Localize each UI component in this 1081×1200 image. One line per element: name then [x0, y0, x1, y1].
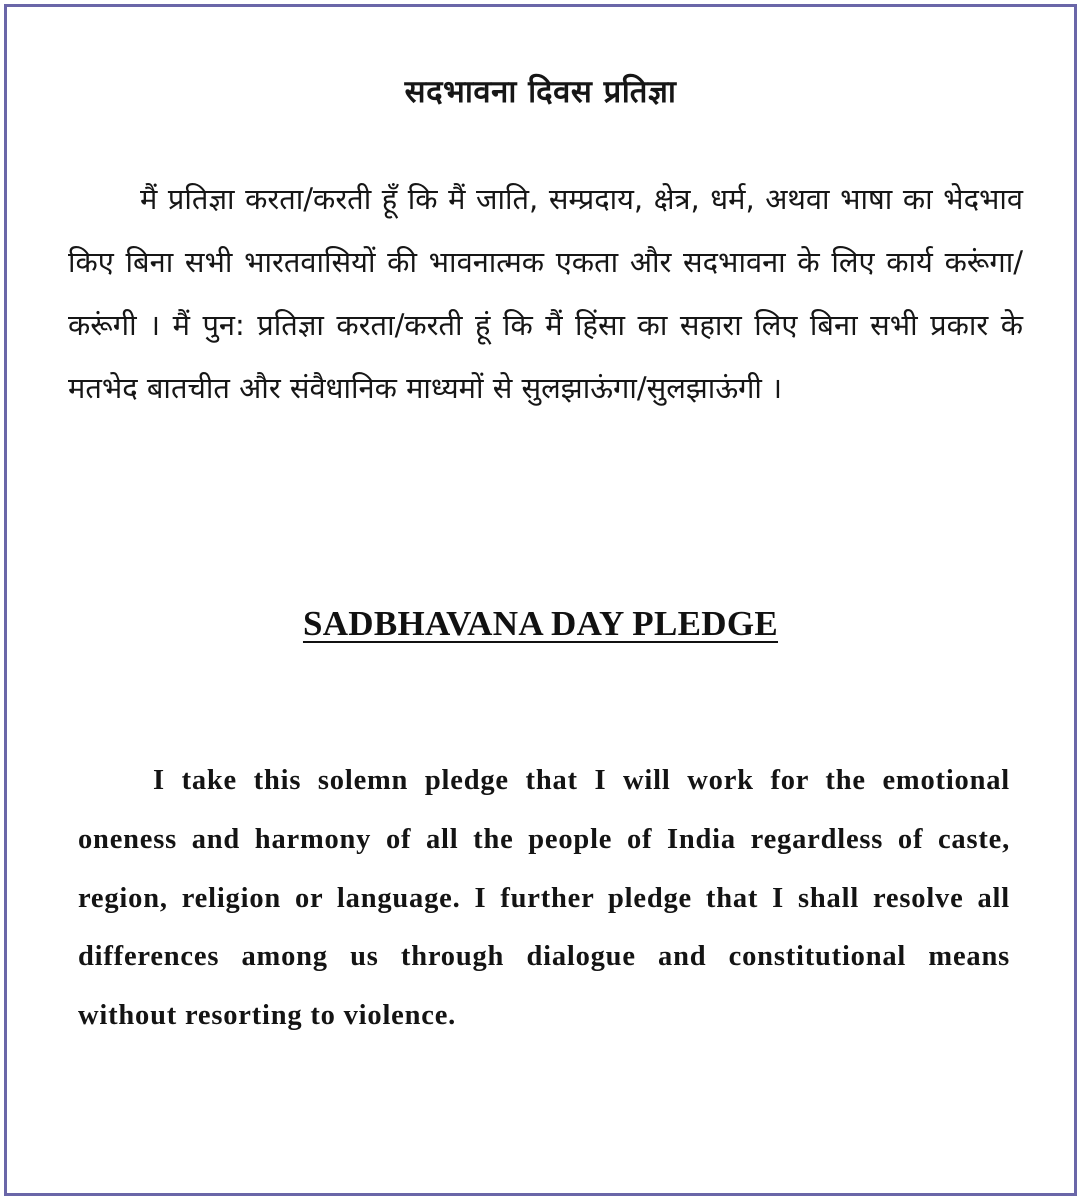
hindi-pledge-text: मैं प्रतिज्ञा करता/करती हूँ कि मैं जाति, सम्प्रदाय, क्षेत्र, धर्म, अथवा भाषा का भेदभाव किए बिना सभी भारतवासियों की भावनात्मक एकता और सदभावना के लिए कार्य करूंगा/करूंगी । मैं पुन: प्रतिज्ञा करता/करती हूं कि मैं हिंसा का सहारा लिए बिना सभी प्रकार के मतभेद बातचीत और संवैधानिक माध्यमों से सुलझाऊंगा/सुलझाऊंगी ।	[68, 182, 1023, 405]
english-pledge-text: I take this solemn pledge that I will work for the emotional oneness and harmony of all the people of India regardless of caste, region, religion or language. I further pledge that I shall resolve all differences among us through dialogue and constitutional means without resorting to violence.	[78, 765, 1010, 1032]
english-title-heading	[0, 604, 1081, 644]
hindi-title: सदभावना दिवस प्रतिज्ञा	[404, 74, 677, 110]
english-title: SADBHAVANA DAY PLEDGE	[302, 604, 779, 643]
